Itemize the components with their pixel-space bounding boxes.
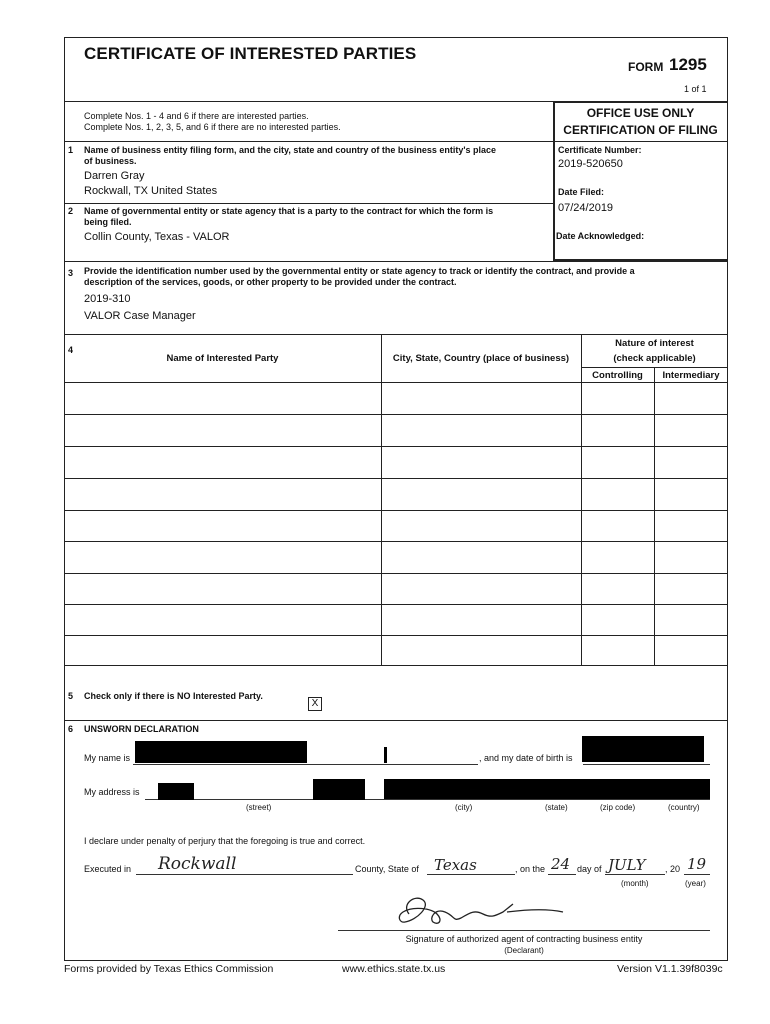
col-header-name: Name of Interested Party	[166, 353, 279, 364]
date-filed-label: Date Filed:	[558, 187, 605, 197]
table-row	[64, 478, 728, 479]
office-use-divider	[553, 141, 728, 142]
signature-caption: Signature of authorized agent of contracting business entity	[405, 934, 643, 944]
governmental-entity: Collin County, Texas - VALOR	[84, 231, 230, 243]
month-underline	[605, 874, 665, 875]
redaction-block	[384, 779, 710, 799]
section-1-label-line-1: Name of business entity filing form, and the city, state and country of the business entity's place	[84, 145, 497, 155]
table-row	[64, 573, 728, 574]
footer-version: Version V1.1.39f8039c	[617, 963, 723, 975]
year-prefix: , 20	[665, 864, 681, 874]
business-entity-location: Rockwall, TX United States	[84, 185, 218, 197]
state-underline	[427, 874, 515, 875]
col-divider-1	[381, 334, 382, 665]
redaction-block	[313, 779, 365, 800]
col-divider-2	[581, 334, 582, 665]
date-acknowledged-label: Date Acknowledged:	[556, 231, 645, 241]
section-2-label-line-2: being filed.	[84, 217, 132, 227]
redaction-block	[158, 783, 194, 800]
no-interested-party-checkbox[interactable]: X	[308, 697, 322, 711]
contract-id: 2019-310	[84, 293, 131, 305]
section-5-label: Check only if there is NO Interested Party.	[84, 691, 263, 701]
section-1-number: 1	[68, 145, 74, 155]
county-handwritten: Rockwall	[158, 854, 237, 874]
section-3-number: 3	[68, 268, 74, 278]
table-row	[64, 414, 728, 415]
month-caption: (month)	[621, 879, 649, 888]
executed-in-label: Executed in	[84, 864, 132, 874]
signature-scribble	[395, 886, 570, 932]
form-title: CERTIFICATE OF INTERESTED PARTIES	[84, 44, 417, 63]
my-name-underline	[133, 764, 478, 765]
redaction-block	[384, 747, 387, 763]
form-number: 1295	[669, 55, 707, 74]
month-handwritten: JULY	[608, 856, 646, 874]
section-1-top-line	[64, 141, 553, 142]
table-row	[64, 635, 728, 636]
col-header-intermediary: Intermediary	[662, 370, 720, 381]
day-handwritten: 24	[551, 855, 571, 873]
table-row	[64, 604, 728, 605]
table-row	[64, 665, 728, 666]
my-name-label: My name is	[84, 753, 131, 763]
section-6-number: 6	[68, 724, 74, 734]
redaction-block	[135, 741, 307, 763]
table-row	[64, 446, 728, 447]
section-4-number: 4	[68, 345, 74, 355]
section-3-top-line	[64, 261, 728, 262]
year-caption: (year)	[685, 879, 706, 888]
contract-description: VALOR Case Manager	[84, 310, 196, 322]
date-filed: 07/24/2019	[558, 202, 614, 214]
dob-label: , and my date of birth is	[479, 753, 573, 763]
certificate-number-label: Certificate Number:	[558, 145, 642, 155]
section-5-number: 5	[68, 691, 74, 701]
redaction-block	[582, 736, 704, 762]
zip-caption: (zip code)	[600, 803, 636, 812]
year-handwritten: 19	[687, 855, 707, 873]
signature-line	[338, 930, 710, 931]
table-header-bottom	[64, 382, 728, 383]
instruction-line-1: Complete Nos. 1 - 4 and 6 if there are interested parties.	[84, 111, 309, 121]
dob-underline	[583, 764, 710, 765]
section-2-number: 2	[68, 206, 74, 216]
table-row	[64, 541, 728, 542]
section-2-label-line-1: Name of governmental entity or state agency that is a party to the contract for which the form is	[84, 206, 494, 216]
address-underline	[145, 799, 710, 800]
my-address-label: My address is	[84, 787, 140, 797]
street-caption: (street)	[246, 803, 272, 812]
business-entity-name: Darren Gray	[84, 170, 145, 182]
section-2-top-line	[64, 203, 553, 204]
section-3-label-line-1: Provide the identification number used by the governmental entity or state agency to track or identify the contract, and provide a	[84, 266, 635, 276]
county-state-label: County, State of	[355, 864, 419, 874]
section-4-top-line	[64, 334, 728, 335]
form-label: FORM	[628, 60, 664, 74]
nature-header-line-1: Nature of interest	[615, 338, 694, 349]
on-the-label: , on the	[515, 864, 546, 874]
declaration-text: I declare under penalty of perjury that the foregoing is true and correct.	[84, 836, 366, 846]
office-use-title: OFFICE USE ONLY	[586, 106, 695, 120]
instruction-line-2: Complete Nos. 1, 2, 3, 5, and 6 if there are no interested parties.	[84, 122, 341, 132]
page-indicator: 1 of 1	[684, 84, 707, 94]
certificate-number: 2019-520650	[558, 158, 623, 170]
certification-title: CERTIFICATION OF FILING	[563, 123, 718, 137]
state-handwritten: Texas	[434, 856, 477, 874]
col-divider-3	[654, 367, 655, 665]
col-header-city: City, State, Country (place of business)	[392, 353, 570, 364]
section-1-label-line-2: of business.	[84, 156, 137, 166]
city-caption: (city)	[455, 803, 473, 812]
col-header-controlling: Controlling	[592, 370, 643, 381]
day-underline	[548, 874, 576, 875]
year-underline	[684, 874, 710, 875]
section-6-top-line	[64, 720, 728, 721]
declarant-caption: (Declarant)	[504, 946, 544, 955]
county-underline	[136, 874, 353, 875]
nature-header-line-2: (check applicable)	[613, 353, 696, 364]
footer-url: www.ethics.state.tx.us	[342, 963, 446, 975]
section-6-heading: UNSWORN DECLARATION	[84, 724, 199, 734]
state-caption: (state)	[545, 803, 568, 812]
table-row	[64, 510, 728, 511]
section-3-label-line-2: description of the services, goods, or other property to be provided under the contract.	[84, 277, 457, 287]
footer-left: Forms provided by Texas Ethics Commission	[64, 963, 274, 975]
country-caption: (country)	[668, 803, 700, 812]
day-of-label: day of	[577, 864, 602, 874]
